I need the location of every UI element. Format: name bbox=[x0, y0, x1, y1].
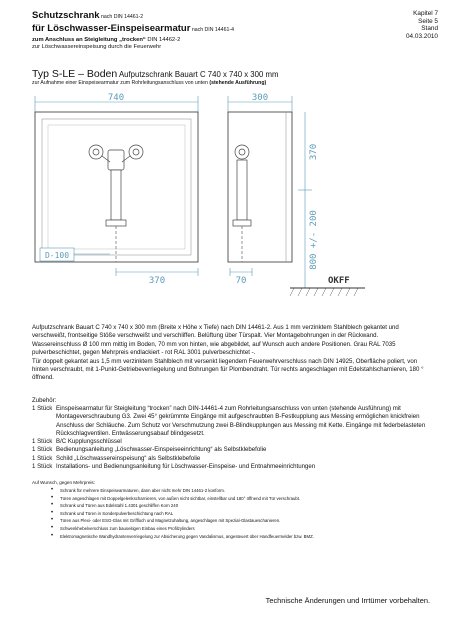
item-qty: 1 Stück bbox=[32, 438, 53, 446]
date-label: 04.03.2010 bbox=[406, 32, 438, 40]
item-qty: 1 Stück bbox=[32, 446, 53, 454]
product-type: Typ S-LE – Boden bbox=[32, 68, 118, 80]
accessories-title: Zubehör: bbox=[32, 397, 57, 404]
stand-label: Stand bbox=[421, 25, 438, 33]
subtitle-text: zur Aufnahme einer Einspeisearmatur zum Rohrleitungsanschluss von unten bbox=[32, 80, 210, 86]
page-label: Seite 5 bbox=[418, 17, 438, 25]
options-title: Auf Wunsch, gegen Mehrpreis: bbox=[32, 480, 95, 485]
list-item bbox=[32, 463, 432, 471]
item-text: Installations- und Bedienungsanleitung für Löschwasser-Einspeise- und Entnahmeeinrichtungen bbox=[56, 463, 316, 471]
header-line-1-norm: nach DIN 14461-2 bbox=[99, 14, 144, 20]
footer-disclaimer: Technische Änderungen und Irrtümer vorbehalten. bbox=[265, 596, 430, 605]
dim-70-label: 70 bbox=[235, 276, 247, 286]
header-line-2-norm: nach DIN 14461-4 bbox=[190, 27, 234, 33]
document-header bbox=[32, 10, 362, 51]
list-item: • Türen aus Plexi- oder ESG-Glas mit Griffloch und Magnetzuhaltung, angeschlagen mit Spezial-Glastaueschanieren. bbox=[60, 517, 430, 525]
technical-drawing bbox=[20, 90, 380, 308]
list-item: • Schwenkhebelverschluss zum bauseitigen Einbau eines Profilzylinders bbox=[60, 525, 430, 533]
accessories-list bbox=[32, 405, 432, 471]
dim-floor-label: 800 +/- 200 bbox=[309, 210, 319, 270]
header-line-2 bbox=[32, 23, 362, 36]
list-item: • Türen angeschlagen mit Doppelgelenkscharnieren, von außen nicht sichtbar, einstellbar und 180° öffnend mit Tür verschraubt. bbox=[60, 495, 430, 503]
floor-line bbox=[290, 288, 365, 296]
list-item bbox=[32, 455, 432, 463]
options-list bbox=[60, 487, 430, 540]
header-line-4: zur Löschwassereinspeisung durch die Feuerwehr bbox=[32, 44, 162, 50]
subtitle-bold: (stehende Ausführung) bbox=[209, 80, 267, 86]
header-line-1-main: Schutzschrank bbox=[32, 10, 100, 21]
dim-right-370-label: 370 bbox=[309, 143, 319, 161]
pipe-label: D-100 bbox=[44, 251, 70, 260]
product-subtitle bbox=[32, 80, 266, 86]
chapter-label: Kapitel 7 bbox=[413, 10, 438, 17]
item-text: Einspeisearmatur für Steigleitung “trocken” nach DIN-14461-4 zum Rohrleitungsanschluss von unten (stehende Ausführung) mit Montageverschraubung G3. Zwei 45° gekrümmte Eingänge mit aufgeschraubten B-Festkupplung aus Messing ermöglichen knickfreien Anschluss der Schläuche. Zum Schutz vor Verschmutzung zwei B-Blindkupplungen aus Messing mit Kette. Eingänge mit federbelasteten Rückschlagventilen. Entwässerungsabauf blindgesetzt. bbox=[56, 405, 426, 437]
list-item bbox=[32, 438, 432, 446]
description-paragraph-3: Tür doppelt gekantet aus 1,5 mm verzinktem Stahlblech mit versenkt liegendem Feuerwehrverschluss nach DIN 14925, Oberfläche poliert, von hinten verschraubt, mit 1-Punkt-Getriebeverriegelung und Bohrungen für Plombendraht. Tür rechts angeschlagen mit Edelstahlscharnieren, 180 ° öffnend. bbox=[32, 357, 424, 382]
dim-depth-label: 300 bbox=[251, 93, 269, 103]
header-line-3-main: zum Anschluss an Steigleitung „trocken“ bbox=[32, 37, 146, 43]
item-qty: 1 Stück bbox=[32, 405, 53, 412]
chapter-info bbox=[406, 10, 438, 40]
product-description bbox=[32, 324, 432, 383]
header-line-3-norm: DIN 14462-2 bbox=[145, 37, 181, 43]
list-item: • Schrank für mehrere Einspeisearmaturen, dann aber nicht mehr DIN 14461-2 konform. bbox=[60, 487, 430, 495]
dim-width-label: 740 bbox=[107, 93, 125, 103]
list-item: • Schrank und Türen aus Edelstahl 1.4301 geschliffen Korn 240 bbox=[60, 502, 430, 510]
dim-bottom-370-label: 370 bbox=[148, 276, 166, 286]
item-text: B/C Kupplungsschlüssel bbox=[56, 438, 122, 446]
header-line-3 bbox=[32, 36, 362, 44]
armature-side bbox=[233, 145, 251, 262]
description-paragraph-1: Aufputzschrank Bauart C 740 x 740 x 300 mm (Breite x Höhe x Tiefe) nach DIN 14461-2. Aus 1 mm verzinktem Stahlblech gekantet und verschweißt, frontseitige Stöße verschweißt und verschliffen. Belüftung über Türspalt. Vier Montagebohrungen in der Rückwand. bbox=[32, 324, 399, 340]
header-line-1 bbox=[32, 10, 362, 23]
header-line-2-main: für Löschwasser-Einspeisearmatur bbox=[32, 23, 191, 34]
product-spec: Aufputzschrank Bauart C 740 x 740 x 300 mm bbox=[117, 70, 279, 79]
armature-front bbox=[89, 145, 143, 262]
item-text: Schild „Löschwassereinspeisung“ als Selbstklebefolie bbox=[56, 454, 201, 462]
description-paragraph-2: Wassereinschluss Ø 100 mm mittig im Boden, 70 mm von hinten, wie abgebildet, auf Wunsch auch andere Positionen. Grau RAL 7035 pulverbeschichtet, gegen Mehrpreis endlackiert - rot RAL 3001 pulverbeschichtet -. bbox=[32, 340, 396, 357]
okff-label: OKFF bbox=[328, 276, 350, 286]
list-item: • Schrank und Türen in Sonderpulverbeschichtung nach RAL bbox=[60, 510, 430, 518]
list-item bbox=[32, 446, 432, 454]
item-qty: 1 Stück bbox=[32, 463, 53, 471]
item-qty: 1 Stück bbox=[32, 454, 53, 462]
list-item bbox=[32, 405, 432, 438]
item-text: Bedienungsanleitung „Löschwasser-Einspeiseeinrichtung“ als Selbstklebefolie bbox=[56, 446, 267, 454]
list-item: • Elektromagnetische Wandhydrantenverriegelung zur Absicherung gegen Vandalismus, angesteuert über Handfeuermelder bzw. BMZ. bbox=[60, 533, 430, 541]
